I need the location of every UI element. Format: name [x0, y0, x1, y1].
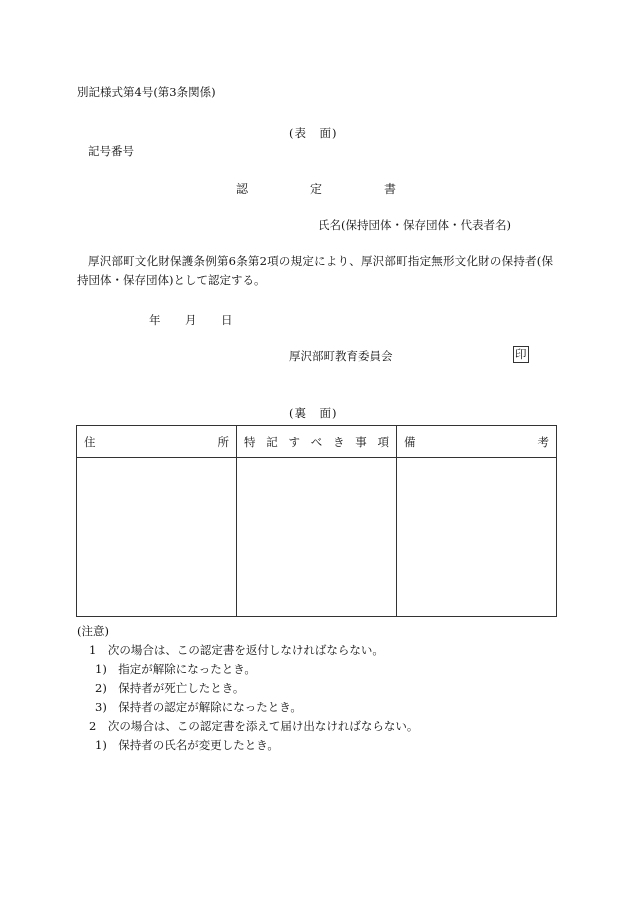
date-line	[149, 312, 233, 328]
form-label: 別記様式第4号(第3条関係)	[77, 85, 216, 99]
note-item: 1) 保持者の氏名が変更したとき。	[95, 738, 279, 752]
header-char: 備	[404, 434, 416, 449]
back-side-label: (裏 面)	[289, 406, 338, 420]
note-item: 2) 保持者が死亡したとき。	[95, 681, 245, 695]
header-char: 考	[537, 434, 549, 449]
notes-section	[77, 622, 418, 755]
header-char: べ	[310, 434, 323, 449]
title-char: 書	[383, 182, 396, 196]
header-remarks	[397, 426, 557, 458]
header-char: き	[333, 434, 345, 449]
number-label: 記号番号	[88, 144, 134, 158]
title-char: 認	[236, 182, 249, 196]
front-side-label: (表 面)	[289, 126, 338, 140]
note-item: 3) 保持者の認定が解除になったとき。	[95, 700, 302, 714]
header-char: 所	[217, 434, 229, 449]
table-body-row	[77, 458, 557, 617]
title-char: 定	[309, 182, 322, 196]
special-notes-cell	[237, 458, 397, 617]
issuer-name: 厚沢部町教育委員会	[289, 349, 393, 363]
table-header-row	[77, 426, 557, 458]
note-item: 2 次の場合は、この認定書を添えて届け出なければならない。	[89, 719, 419, 733]
header-address	[77, 426, 237, 458]
date-day: 日	[221, 313, 233, 327]
header-char: 住	[84, 434, 96, 449]
note-item: 1) 指定が解除になったとき。	[95, 662, 256, 676]
certification-text: 厚沢部町文化財保護条例第6条第2項の規定により、厚沢部町指定無形文化財の保持者(保持団体・保存団体)として認定する。	[77, 254, 553, 287]
header-char: 特	[244, 434, 256, 449]
date-month: 月	[185, 313, 197, 327]
back-table	[76, 425, 557, 617]
notes-title: (注意)	[77, 624, 109, 638]
holder-name-label: 氏名(保持団体・保存団体・代表者名)	[318, 218, 511, 232]
header-special-notes	[237, 426, 397, 458]
address-cell	[77, 458, 237, 617]
header-char: 項	[377, 434, 389, 449]
header-char: 事	[355, 434, 367, 449]
seal-mark: 印	[515, 347, 527, 361]
note-item: 1 次の場合は、この認定書を返付しなければならない。	[89, 643, 384, 657]
document-title	[236, 180, 396, 197]
header-char: 記	[266, 434, 278, 449]
date-year: 年	[149, 313, 161, 327]
header-char: す	[288, 434, 300, 449]
remarks-cell	[397, 458, 557, 617]
